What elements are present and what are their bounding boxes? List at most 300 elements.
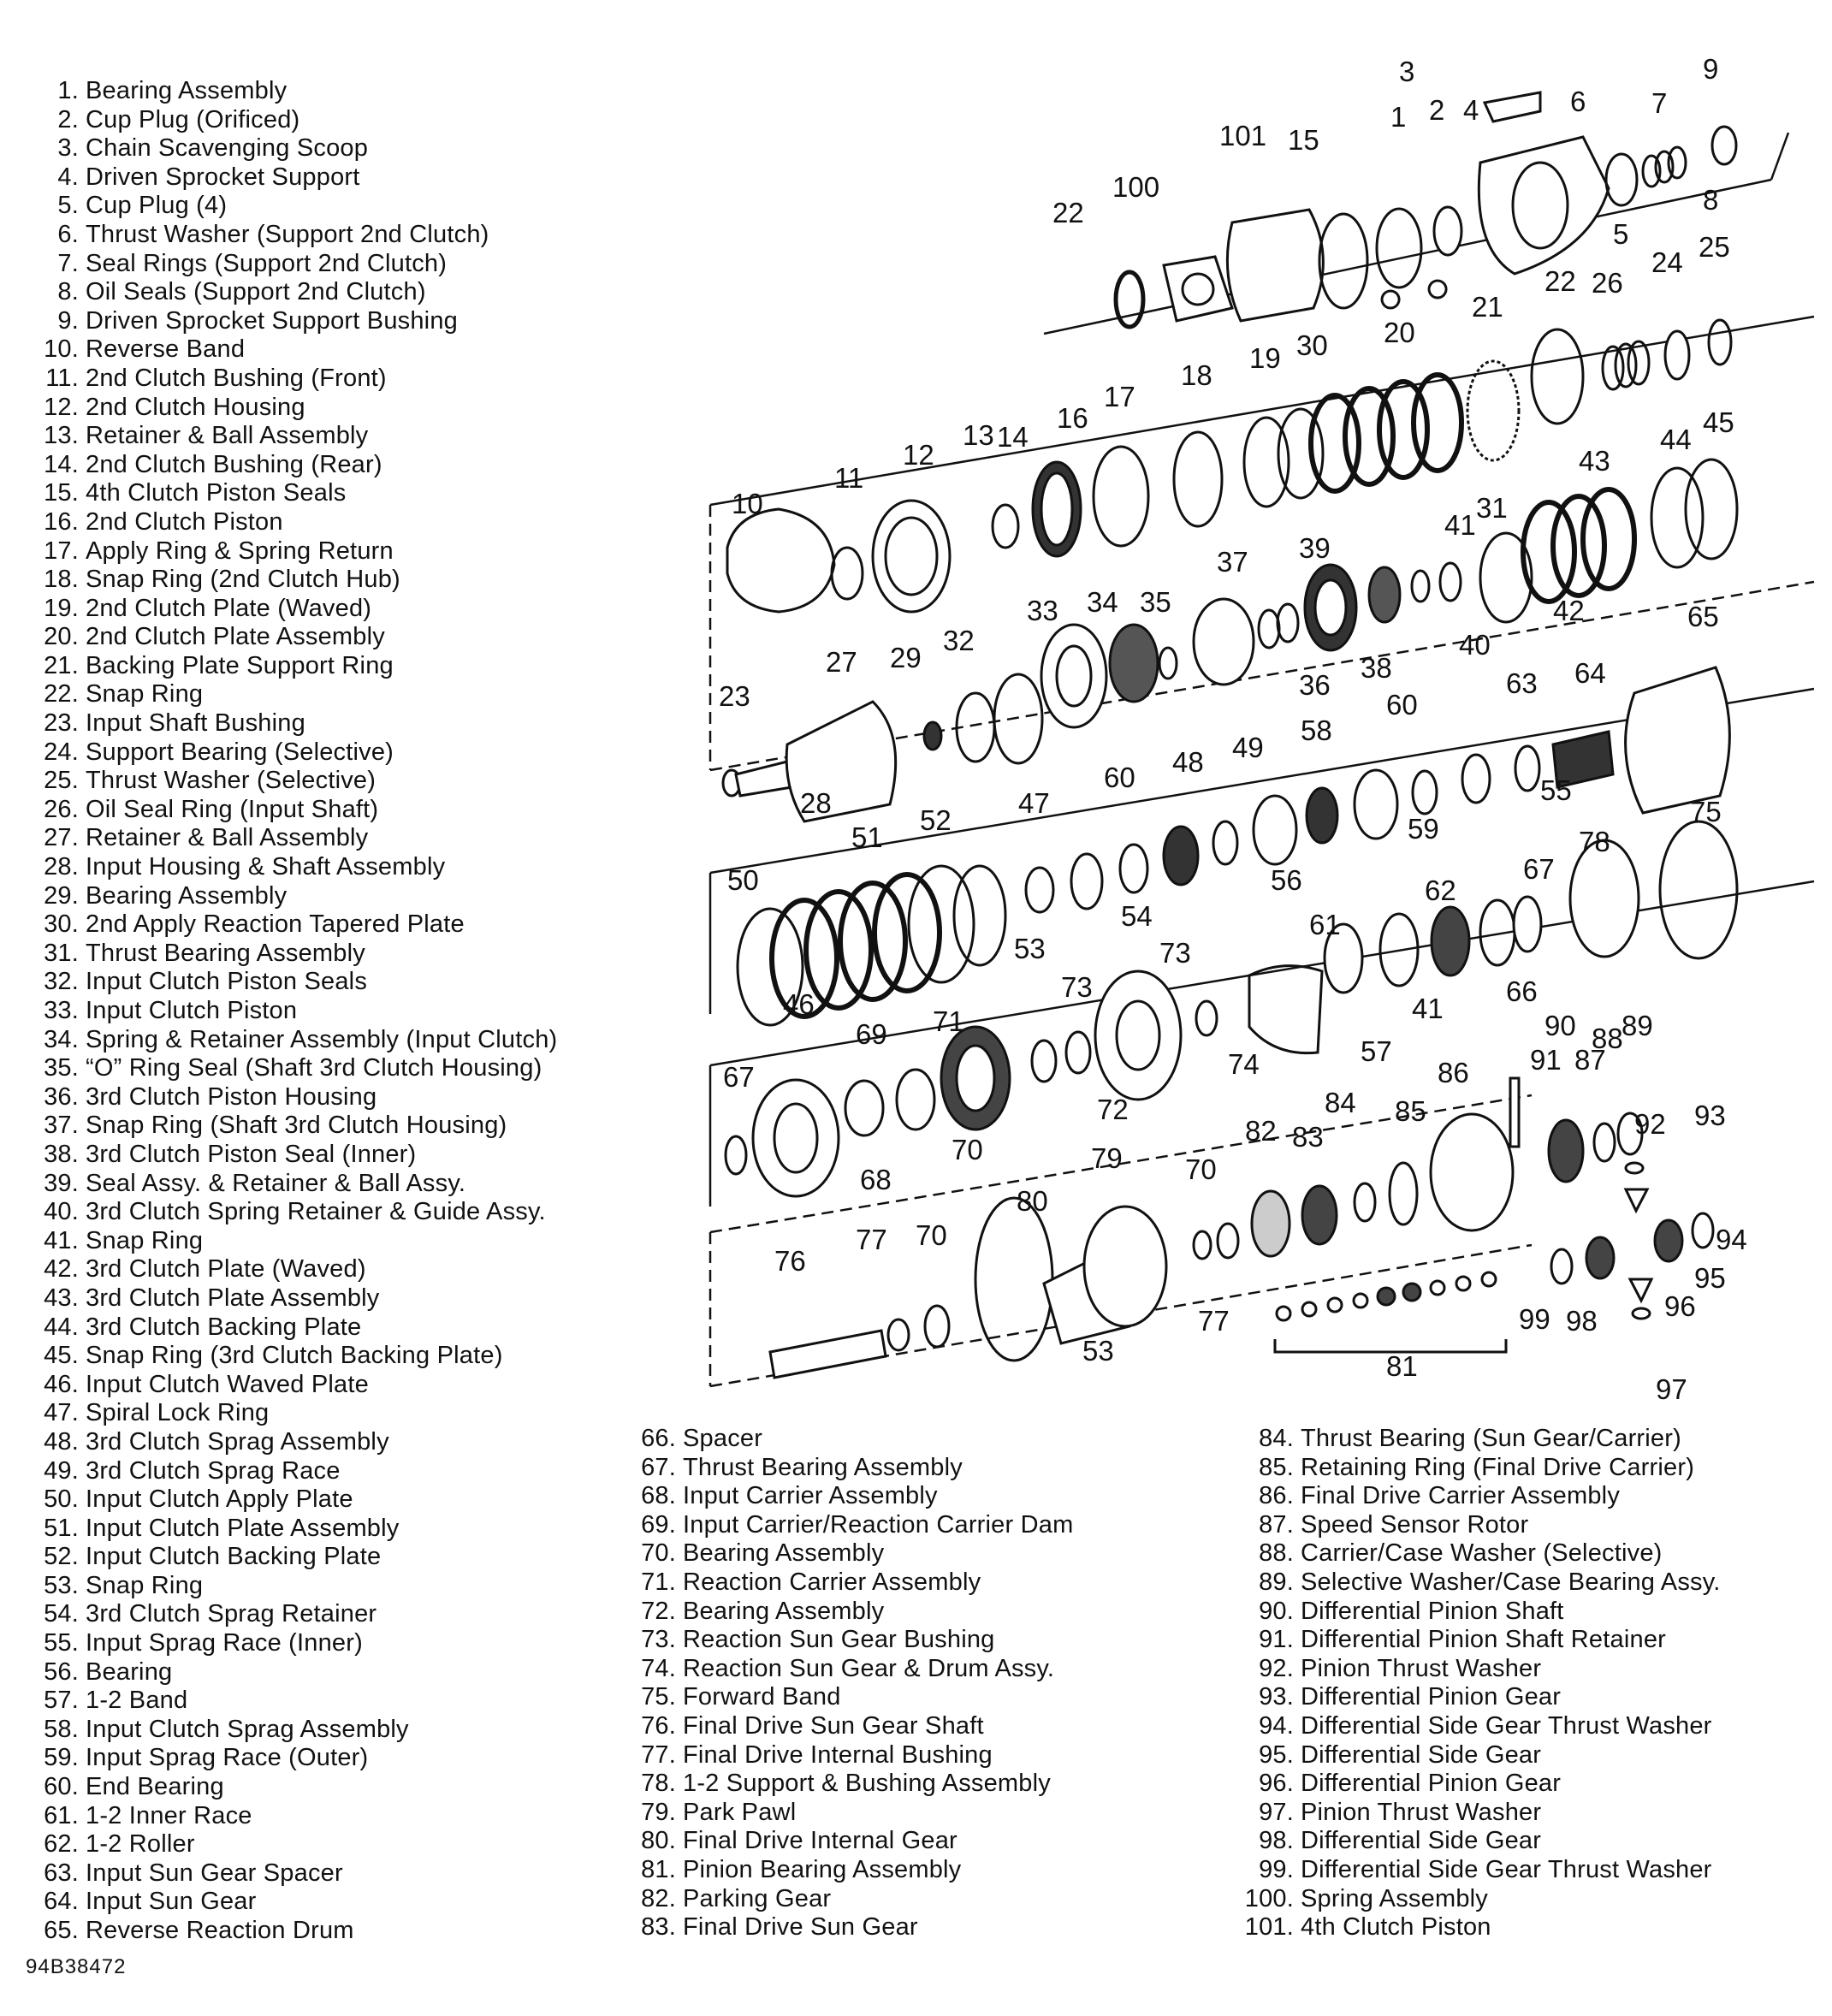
callout-label: 22 bbox=[1052, 197, 1084, 228]
legend-item-number: 52. bbox=[44, 1543, 79, 1571]
input-shaft bbox=[736, 762, 791, 796]
callout-label: 17 bbox=[1104, 381, 1135, 412]
legend-item-label: Bearing bbox=[86, 1657, 173, 1686]
legend-item-number: 43. bbox=[44, 1284, 79, 1312]
legend-item-label: Input Clutch Piston Seals bbox=[86, 968, 368, 996]
legend-item bbox=[26, 1917, 557, 1946]
legend-item bbox=[625, 1856, 1073, 1885]
callout-label: 55 bbox=[1540, 774, 1572, 806]
callout-label: 95 bbox=[1694, 1262, 1726, 1294]
callout-label: 46 bbox=[783, 988, 815, 1020]
legend-item-number: 94. bbox=[1259, 1711, 1294, 1740]
legend-item bbox=[26, 1371, 557, 1400]
callout-label: 63 bbox=[1506, 667, 1538, 699]
input-carrier-68 bbox=[753, 1080, 839, 1196]
callout-label: 61 bbox=[1309, 909, 1341, 940]
legend-item bbox=[26, 307, 557, 336]
legend-item-number: 34. bbox=[44, 1025, 79, 1053]
callout-label: 29 bbox=[890, 642, 922, 673]
legend-item bbox=[1236, 1454, 1721, 1483]
legend-item bbox=[1236, 1683, 1721, 1712]
legend-item-label: Seal Rings (Support 2nd Clutch) bbox=[86, 249, 448, 277]
legend-item-number: 73. bbox=[641, 1626, 676, 1654]
callout-label: 97 bbox=[1656, 1373, 1687, 1405]
legend-item-label: Pinion Bearing Assembly bbox=[683, 1855, 962, 1883]
o-ring-35 bbox=[1159, 648, 1177, 679]
legend-item-label: 2nd Clutch Bushing (Front) bbox=[86, 364, 387, 392]
legend-item-number: 49. bbox=[44, 1456, 79, 1485]
callout-label: 35 bbox=[1140, 586, 1171, 618]
callout-label: 92 bbox=[1634, 1108, 1666, 1140]
callout-label: 15 bbox=[1288, 124, 1319, 156]
snap-ring-22 bbox=[1532, 329, 1583, 424]
legend-item bbox=[26, 1543, 557, 1572]
legend-item bbox=[26, 1716, 557, 1745]
legend-item-label: Thrust Bearing Assembly bbox=[683, 1453, 963, 1481]
legend-item-number: 50. bbox=[44, 1485, 79, 1514]
legend-item-number: 68. bbox=[641, 1482, 676, 1510]
legend-item-label: Thrust Bearing Assembly bbox=[86, 939, 365, 967]
legend-item bbox=[1236, 1712, 1721, 1741]
thrust-bearing-67b bbox=[1514, 897, 1541, 952]
callout-label: 52 bbox=[920, 804, 952, 836]
snap-ring-45 bbox=[1686, 460, 1737, 559]
legend-item bbox=[26, 1629, 557, 1658]
legend-item bbox=[1236, 1799, 1721, 1828]
legend-item bbox=[1236, 1482, 1721, 1511]
callout-label: 80 bbox=[1017, 1185, 1048, 1217]
legend-item bbox=[26, 192, 557, 221]
legend-item-label: 1-2 Inner Race bbox=[86, 1801, 252, 1829]
legend-item bbox=[26, 1600, 557, 1629]
piston-seal-32b bbox=[994, 674, 1042, 763]
legend-item-label: Pinion Thrust Washer bbox=[1301, 1798, 1542, 1826]
legend-item-number: 39. bbox=[44, 1169, 79, 1197]
legend-item-label: Input Clutch Apply Plate bbox=[86, 1485, 353, 1514]
callout-label: 41 bbox=[1412, 993, 1444, 1024]
callout-label: 98 bbox=[1566, 1305, 1598, 1337]
legend-item-label: 1-2 Roller bbox=[86, 1830, 195, 1859]
legend-item bbox=[625, 1454, 1073, 1483]
callout-label: 99 bbox=[1519, 1303, 1550, 1335]
row-frame bbox=[1771, 133, 1788, 180]
seal-detail-left bbox=[1382, 291, 1399, 308]
end-bearing-60 bbox=[1120, 845, 1147, 892]
legend-item bbox=[26, 77, 557, 106]
spacer-63 bbox=[1515, 746, 1539, 791]
callout-label: 62 bbox=[1425, 875, 1456, 906]
snap-ring-53 bbox=[954, 866, 1005, 965]
bushing-77 bbox=[888, 1319, 909, 1350]
legend-item bbox=[625, 1425, 1073, 1454]
legend-item-number: 71. bbox=[641, 1568, 676, 1596]
legend-column-1 bbox=[26, 77, 557, 1946]
piston-seal-outer bbox=[1319, 214, 1367, 308]
legend-item-number: 9. bbox=[57, 306, 79, 335]
legend-item-label: 2nd Apply Reaction Tapered Plate bbox=[86, 910, 465, 939]
legend-item-number: 42. bbox=[44, 1255, 79, 1284]
bearing-70c bbox=[1218, 1224, 1238, 1258]
fourth-clutch-piston-101 bbox=[1227, 210, 1323, 321]
thrust-bearing-84 bbox=[1355, 1183, 1375, 1221]
legend-item bbox=[26, 394, 557, 423]
backing-plate-44 bbox=[1651, 468, 1703, 567]
legend-item-label: Snap Ring (Shaft 3rd Clutch Housing) bbox=[86, 1112, 507, 1140]
side-gear-95 bbox=[1655, 1220, 1682, 1261]
legend-item bbox=[625, 1511, 1073, 1540]
callout-label: 77 bbox=[856, 1224, 887, 1255]
seal-ring-26b bbox=[1628, 341, 1649, 384]
legend-item-label: Input Carrier Assembly bbox=[683, 1482, 938, 1510]
callout-label: 13 bbox=[963, 419, 994, 451]
callout-label: 91 bbox=[1530, 1044, 1562, 1076]
legend-item bbox=[1236, 1655, 1721, 1684]
callout-label: 3 bbox=[1399, 56, 1415, 87]
legend-item-number: 84. bbox=[1259, 1425, 1294, 1452]
legend-item bbox=[26, 1284, 557, 1313]
legend-item-number: 82. bbox=[641, 1884, 676, 1912]
legend-item-label: Parking Gear bbox=[683, 1884, 832, 1912]
legend-item-number: 22. bbox=[44, 680, 79, 709]
legend-item-label: Carrier/Case Washer (Selective) bbox=[1301, 1539, 1663, 1568]
legend-item-number: 13. bbox=[44, 422, 79, 450]
legend-item-label: Thrust Bearing (Sun Gear/Carrier) bbox=[1301, 1425, 1681, 1452]
legend-item-label: Pinion Thrust Washer bbox=[1301, 1654, 1542, 1682]
callout-label: 87 bbox=[1574, 1044, 1606, 1076]
legend-item bbox=[1236, 1568, 1721, 1598]
legend-item-number: 89. bbox=[1259, 1568, 1294, 1596]
legend-item-number: 2. bbox=[57, 105, 79, 133]
legend-item bbox=[625, 1598, 1073, 1627]
legend-item-label: 3rd Clutch Sprag Retainer bbox=[86, 1600, 377, 1628]
legend-item-label: Input Sprag Race (Inner) bbox=[86, 1629, 363, 1657]
reverse-band-10 bbox=[727, 509, 834, 612]
legend-item-label: 3rd Clutch Spring Retainer & Guide Assy. bbox=[86, 1198, 546, 1226]
legend-item bbox=[26, 221, 557, 250]
callout-label: 93 bbox=[1694, 1100, 1726, 1131]
callout-label: 45 bbox=[1703, 406, 1734, 438]
bearing-24 bbox=[1665, 331, 1689, 379]
legend-item bbox=[625, 1799, 1073, 1828]
callout-label: 100 bbox=[1112, 171, 1160, 203]
legend-item-label: Bearing Assembly bbox=[86, 881, 288, 910]
legend-item-label: Differential Side Gear bbox=[1301, 1740, 1542, 1769]
callout-label: 31 bbox=[1476, 492, 1508, 524]
legend-item bbox=[625, 1913, 1073, 1942]
callout-label: 43 bbox=[1579, 445, 1610, 477]
legend-item-number: 97. bbox=[1259, 1798, 1294, 1826]
legend-item-number: 20. bbox=[44, 623, 79, 651]
legend-item-number: 32. bbox=[44, 968, 79, 996]
legend-item-label: Support Bearing (Selective) bbox=[86, 738, 394, 766]
pinion-washer-97 bbox=[1633, 1308, 1650, 1319]
legend-item bbox=[26, 250, 557, 279]
thrust-bearing-31 bbox=[1440, 563, 1461, 601]
legend-item-number: 59. bbox=[44, 1744, 79, 1772]
legend-item bbox=[26, 508, 557, 537]
callout-label: 5 bbox=[1613, 218, 1629, 250]
legend-item bbox=[26, 1227, 557, 1256]
callout-label: 64 bbox=[1574, 657, 1606, 689]
legend-item-label: 3rd Clutch Backing Plate bbox=[86, 1313, 362, 1341]
legend-item-label: 2nd Clutch Piston bbox=[86, 507, 283, 536]
callout-label: 70 bbox=[1185, 1153, 1217, 1185]
legend-item bbox=[625, 1683, 1073, 1712]
legend-item bbox=[26, 537, 557, 566]
legend-item-number: 17. bbox=[44, 537, 79, 565]
legend-item bbox=[26, 709, 557, 738]
legend-item bbox=[26, 680, 557, 709]
legend-item-number: 55. bbox=[44, 1629, 79, 1657]
legend-item-number: 72. bbox=[641, 1597, 676, 1625]
legend-item-label: Driven Sprocket Support Bushing bbox=[86, 306, 458, 335]
roller-62 bbox=[1432, 907, 1469, 975]
callout-label: 74 bbox=[1228, 1048, 1260, 1080]
legend-item-number: 93. bbox=[1259, 1683, 1294, 1711]
legend-item-number: 29. bbox=[44, 881, 79, 910]
plate-43c bbox=[1583, 489, 1634, 589]
callout-label: 77 bbox=[1198, 1305, 1230, 1337]
legend-item-label: Oil Seals (Support 2nd Clutch) bbox=[86, 278, 426, 306]
callout-label: 78 bbox=[1579, 826, 1610, 857]
callout-label: 94 bbox=[1716, 1224, 1747, 1255]
legend-item bbox=[26, 1859, 557, 1889]
legend-item-label: Bearing Assembly bbox=[86, 77, 288, 104]
legend-item bbox=[26, 997, 557, 1026]
legend-item-number: 87. bbox=[1259, 1510, 1294, 1539]
legend-item-number: 101. bbox=[1244, 1913, 1294, 1942]
legend-item-number: 61. bbox=[44, 1801, 79, 1829]
bushing-9 bbox=[1712, 127, 1736, 164]
legend-item-label: End Bearing bbox=[86, 1773, 224, 1801]
legend-item bbox=[26, 1572, 557, 1601]
legend-item-number: 8. bbox=[57, 278, 79, 306]
washer-25 bbox=[1709, 320, 1731, 365]
legend-item-label: Input Sun Gear Spacer bbox=[86, 1859, 343, 1887]
legend-item-number: 44. bbox=[44, 1313, 79, 1341]
legend-item bbox=[26, 1658, 557, 1687]
legend-item-number: 23. bbox=[44, 709, 79, 738]
legend-item-label: Selective Washer/Case Bearing Assy. bbox=[1301, 1568, 1721, 1596]
carrier-dam-69 bbox=[845, 1081, 883, 1135]
pinion-washer-92 bbox=[1626, 1163, 1643, 1173]
chain-scavenging-scoop bbox=[1485, 92, 1540, 122]
spring-retainer-34 bbox=[1110, 625, 1158, 702]
apply-ring-17 bbox=[1094, 447, 1148, 546]
legend-item-number: 14. bbox=[44, 450, 79, 478]
legend-item bbox=[26, 1744, 557, 1773]
legend-item-label: Oil Seal Ring (Input Shaft) bbox=[86, 795, 379, 823]
bushing-73b bbox=[1196, 1001, 1217, 1035]
lock-ring-47 bbox=[1026, 868, 1053, 912]
race-59 bbox=[1355, 770, 1397, 839]
bearing-70b bbox=[925, 1306, 949, 1347]
legend-item-number: 7. bbox=[57, 249, 79, 277]
callout-label: 1 bbox=[1390, 101, 1407, 133]
bearing-72 bbox=[1032, 1041, 1056, 1082]
legend-item-label: Differential Pinion Gear bbox=[1301, 1770, 1562, 1798]
callout-label: 70 bbox=[952, 1134, 983, 1165]
legend-item bbox=[26, 1888, 557, 1917]
callout-label: 44 bbox=[1660, 424, 1692, 455]
legend-item-number: 67. bbox=[641, 1453, 676, 1481]
legend-item-label: Cup Plug (4) bbox=[86, 192, 228, 220]
callout-label: 89 bbox=[1622, 1010, 1653, 1041]
legend-item bbox=[26, 1485, 557, 1515]
legend-item-label: Input Sun Gear bbox=[86, 1888, 257, 1916]
legend-item-number: 100. bbox=[1244, 1884, 1294, 1912]
callout-label: 69 bbox=[856, 1018, 887, 1050]
legend-item-number: 74. bbox=[641, 1654, 676, 1682]
legend-item-number: 58. bbox=[44, 1715, 79, 1743]
legend-item bbox=[625, 1482, 1073, 1511]
backing-ring-21 bbox=[1467, 361, 1519, 460]
legend-item-number: 79. bbox=[641, 1798, 676, 1826]
legend-item-number: 54. bbox=[44, 1600, 79, 1628]
legend-item bbox=[625, 1885, 1073, 1914]
legend-item-number: 47. bbox=[44, 1399, 79, 1427]
legend-item-label: Reverse Reaction Drum bbox=[86, 1917, 354, 1944]
callout-label: 81 bbox=[1386, 1350, 1418, 1382]
legend-item-number: 1. bbox=[57, 77, 79, 104]
legend-item bbox=[1236, 1598, 1721, 1627]
legend-item bbox=[26, 1773, 557, 1802]
legend-item-label: 3rd Clutch Sprag Race bbox=[86, 1456, 341, 1485]
callout-label: 76 bbox=[774, 1245, 806, 1277]
legend-item-number: 65. bbox=[44, 1917, 79, 1944]
legend-item-number: 76. bbox=[641, 1711, 676, 1740]
callout-label: 67 bbox=[723, 1061, 755, 1093]
legend-item-number: 80. bbox=[641, 1827, 676, 1855]
legend-item bbox=[26, 1170, 557, 1199]
side-gear-washer-99 bbox=[1551, 1249, 1572, 1284]
end-bearing-60b bbox=[1413, 771, 1437, 814]
legend-item-label: Final Drive Internal Gear bbox=[683, 1827, 958, 1855]
legend-item-label: Snap Ring bbox=[86, 1571, 204, 1599]
legend-item bbox=[625, 1626, 1073, 1655]
pinion-gear-93 bbox=[1626, 1189, 1647, 1211]
internal-gear-ring bbox=[1084, 1207, 1166, 1326]
legend-item-label: Snap Ring bbox=[86, 680, 204, 709]
snap-ring-22-top bbox=[1116, 272, 1143, 327]
callout-label: 14 bbox=[997, 421, 1029, 453]
legend-item bbox=[625, 1827, 1073, 1856]
callout-label: 59 bbox=[1408, 813, 1439, 845]
legend-item-label: 3rd Clutch Piston Seal (Inner) bbox=[86, 1140, 417, 1168]
callout-label: 54 bbox=[1121, 900, 1153, 932]
legend-item-label: Final Drive Sun Gear Shaft bbox=[683, 1711, 984, 1740]
legend-item-number: 99. bbox=[1259, 1855, 1294, 1883]
callout-label: 57 bbox=[1361, 1035, 1392, 1067]
legend-item bbox=[26, 106, 557, 135]
legend-item bbox=[26, 1026, 557, 1055]
legend-item bbox=[26, 278, 557, 307]
legend-item-number: 40. bbox=[44, 1198, 79, 1226]
sun-gear-drum-74 bbox=[1095, 971, 1181, 1100]
bearing-70 bbox=[897, 1070, 934, 1130]
legend-item bbox=[625, 1712, 1073, 1741]
legend-item bbox=[26, 767, 557, 796]
legend-item-label: Bearing Assembly bbox=[683, 1597, 885, 1625]
legend-column-3 bbox=[1236, 1425, 1721, 1942]
pinion-shaft-90 bbox=[1510, 1078, 1519, 1147]
legend-item-number: 11. bbox=[45, 364, 79, 392]
legend-item-label: Thrust Washer (Selective) bbox=[86, 767, 376, 795]
callout-label: 72 bbox=[1097, 1094, 1129, 1125]
legend-column-2 bbox=[625, 1425, 1073, 1942]
legend-item bbox=[1236, 1913, 1721, 1942]
callout-label: 6 bbox=[1570, 86, 1586, 117]
legend-item bbox=[1236, 1626, 1721, 1655]
bearing-assembly-1 bbox=[1434, 207, 1461, 255]
callout-label: 96 bbox=[1664, 1290, 1696, 1322]
legend-item-label: Apply Ring & Spring Return bbox=[86, 537, 394, 565]
legend-item-number: 69. bbox=[641, 1510, 676, 1539]
legend-item-number: 95. bbox=[1259, 1740, 1294, 1769]
callout-label: 90 bbox=[1544, 1010, 1576, 1041]
legend-item bbox=[1236, 1511, 1721, 1540]
legend-item bbox=[1236, 1770, 1721, 1799]
legend-item bbox=[26, 479, 557, 508]
piston-housing-36 bbox=[1194, 599, 1254, 685]
snap-ring-37 bbox=[1259, 610, 1279, 648]
legend-item bbox=[625, 1770, 1073, 1799]
legend-item bbox=[1236, 1539, 1721, 1568]
legend-item-number: 88. bbox=[1259, 1539, 1294, 1568]
callout-label: 66 bbox=[1506, 975, 1538, 1007]
callout-label: 23 bbox=[719, 680, 750, 712]
legend-item bbox=[26, 335, 557, 365]
legend-item-label: 3rd Clutch Piston Housing bbox=[86, 1082, 377, 1111]
legend-item-number: 75. bbox=[641, 1683, 676, 1711]
legend-item-label: Differential Pinion Shaft bbox=[1301, 1597, 1564, 1625]
legend-item bbox=[26, 1255, 557, 1284]
pinion-bearings-81 bbox=[1277, 1272, 1496, 1320]
legend-item bbox=[26, 422, 557, 451]
legend-item-number: 45. bbox=[44, 1342, 79, 1370]
legend-item bbox=[625, 1741, 1073, 1770]
legend-item bbox=[26, 968, 557, 997]
retainer-54 bbox=[1071, 854, 1102, 909]
callout-label: 82 bbox=[1245, 1115, 1277, 1147]
callout-label: 70 bbox=[916, 1219, 947, 1251]
input-clutch-piston-33 bbox=[1041, 625, 1106, 727]
legend-item-label: 4th Clutch Piston bbox=[1301, 1913, 1491, 1942]
legend-item-label: 1-2 Band bbox=[86, 1687, 188, 1715]
legend-item bbox=[26, 134, 557, 163]
legend-item-label: Final Drive Carrier Assembly bbox=[1301, 1482, 1621, 1510]
legend-item-number: 25. bbox=[44, 767, 79, 795]
callout-label: 39 bbox=[1299, 532, 1331, 564]
legend-item-label: Snap Ring (3rd Clutch Backing Plate) bbox=[86, 1342, 503, 1370]
piston-seal-inner bbox=[1377, 209, 1421, 288]
legend-item-number: 6. bbox=[57, 220, 79, 248]
callout-label: 37 bbox=[1217, 546, 1248, 578]
legend-item-number: 33. bbox=[44, 997, 79, 1024]
legend-item bbox=[625, 1655, 1073, 1684]
callout-label: 16 bbox=[1057, 402, 1088, 434]
retaining-ring-85 bbox=[1390, 1163, 1417, 1224]
legend-item-label: Differential Side Gear bbox=[1301, 1827, 1542, 1855]
callout-label: 51 bbox=[851, 821, 883, 853]
rotor-87 bbox=[1549, 1120, 1583, 1182]
seal-detail-right bbox=[1429, 281, 1446, 298]
legend-item-number: 91. bbox=[1259, 1626, 1294, 1654]
callout-label: 26 bbox=[1592, 267, 1623, 299]
legend-item-number: 4. bbox=[57, 163, 79, 191]
legend-item bbox=[26, 623, 557, 652]
callout-label: 7 bbox=[1651, 87, 1668, 119]
